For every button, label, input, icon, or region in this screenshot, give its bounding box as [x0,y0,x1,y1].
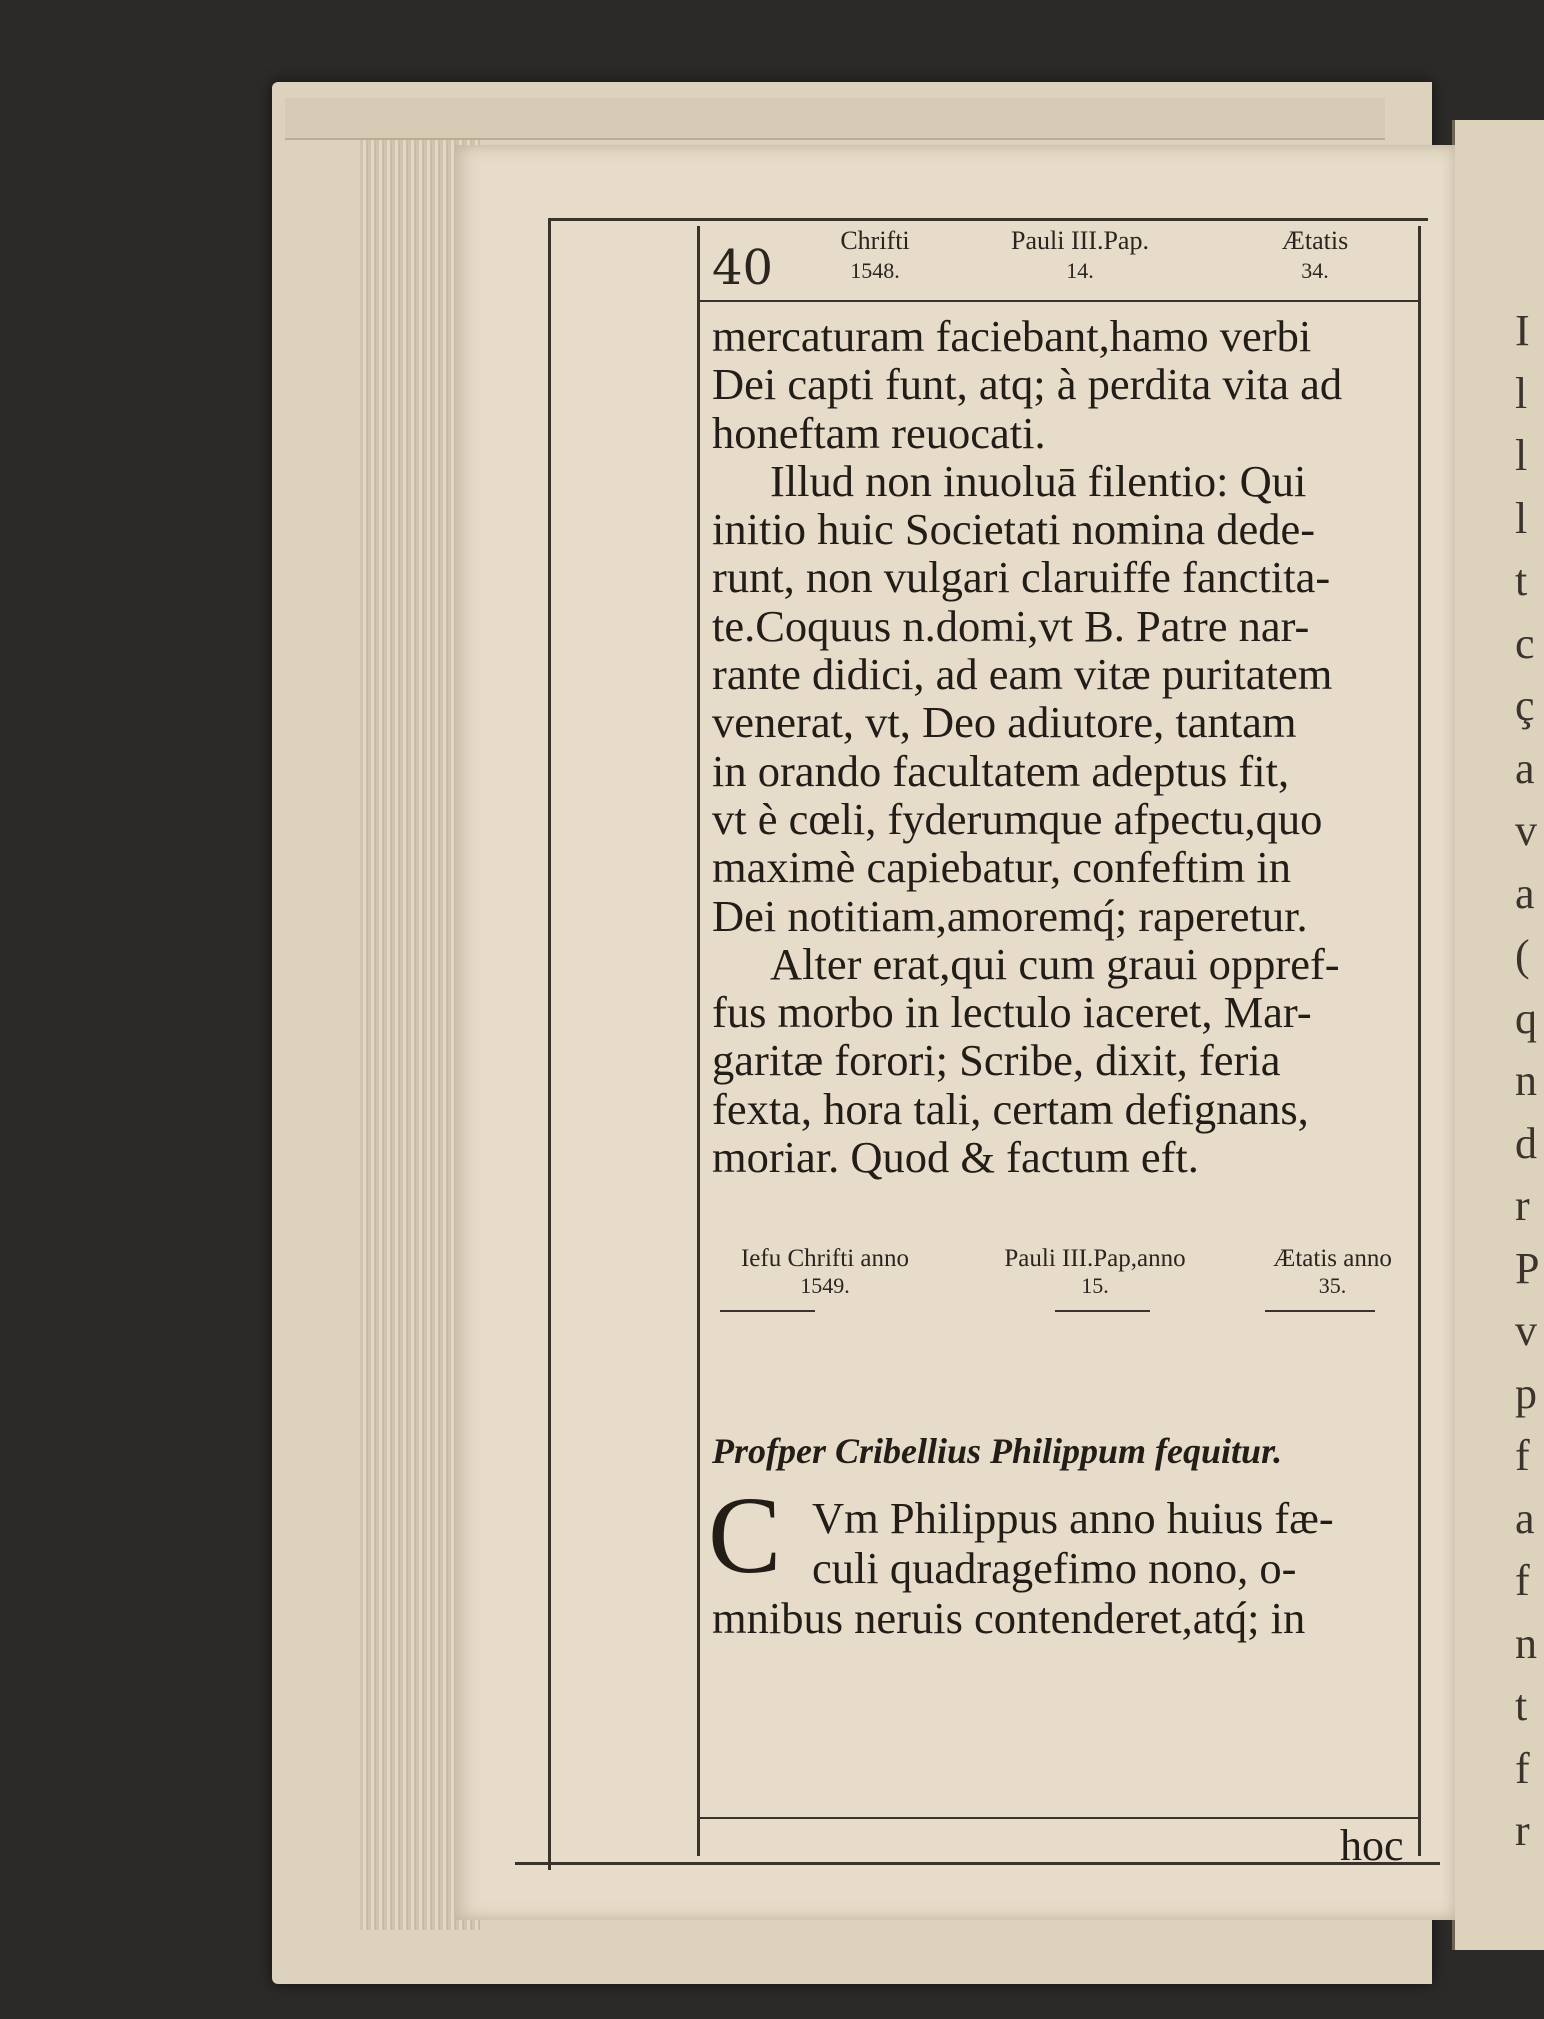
text-line: initio huic Societati nomina dede- [712,504,1316,555]
drop-capital: C [708,1474,782,1596]
header-col-aetatis [1245,226,1385,284]
text-block-left-rule [697,226,700,1856]
facing-page-letter: l [1515,431,1528,480]
text-line: venerat, vt, Deo adiutore, tantam [712,697,1297,748]
body-text [712,312,1418,1181]
text-line: Dei capti funt, atq; à perdita vita ad [712,359,1343,410]
text-line: maximè capiebatur, confeftim in [712,842,1291,893]
facing-page-letter: t [1515,556,1528,605]
facing-page-letter: n [1515,1056,1537,1105]
text-line: te.Coquus n.domi,vt B. Patre nar- [712,600,1310,651]
facing-page-letter: f [1515,1556,1530,1605]
text-line: Vm Philippus anno huius fæ- [812,1493,1334,1543]
subheader-label: Pauli III.Pap,anno [1004,1245,1186,1272]
text-line: Dei notitiam,amoremq́; raperetur. [712,890,1308,941]
facing-page-letter: ( [1515,931,1530,980]
header-col-label: Ætatis [1281,226,1349,255]
facing-page-letter: n [1515,1618,1537,1668]
text-line: moriar. Quod & factum eft. [712,1132,1199,1183]
facing-page-letter: I [1515,306,1530,355]
text-line: culi quadragefimo nono, o- [812,1543,1297,1593]
header-col-value: 1548. [850,258,900,283]
facing-page-letter: p [1515,1368,1537,1418]
header-col-label: Chrifti [840,226,910,255]
subheader-col-iesu [705,1245,945,1299]
facing-page-letter: P [1515,1243,1540,1293]
section-title: Profper Cribellius Philippum fequitur. [712,1431,1283,1471]
facing-page-letter: f [1515,1431,1530,1480]
bottom-rule [515,1862,1440,1865]
subheader-tick [720,1310,815,1312]
text-line: in orando facultatem adeptus fit, [712,745,1290,796]
facing-page-letter: a [1515,868,1535,918]
facing-page-letters [1515,300,1544,1863]
facing-page-letter: l [1515,368,1528,418]
catchword: hoc [1340,1821,1404,1870]
text-line: fus morbo in lectulo iaceret, Mar- [712,987,1312,1038]
facing-page-letter: v [1515,1306,1537,1355]
facing-page-letter: l [1515,493,1528,543]
text-line: mnibus neruis contenderet,atq́; in [712,1593,1306,1643]
header-col-christi [805,226,945,284]
text-line: runt, non vulgari claruiffe fanctita- [712,552,1331,603]
facing-page-letter: t [1515,1681,1528,1730]
subheader-tick [1055,1310,1150,1312]
top-rule [548,218,1428,221]
left-border [548,218,551,1870]
facing-page-letter: a [1515,743,1535,793]
subheader-value: 1549. [800,1273,850,1298]
facing-page-letter: d [1515,1118,1537,1168]
subheader-value: 15. [1081,1273,1109,1298]
page-number: 40 [712,240,774,296]
facing-page-letter: v [1515,806,1537,855]
text-line: Alter erat,qui cum graui oppref- [770,938,1340,989]
header-rule [697,300,1419,302]
facing-page-letter: r [1515,1181,1530,1230]
header-col-value: 34. [1301,258,1329,283]
subheader-label: Iefu Chrifti anno [740,1245,909,1272]
header-col-pauli [985,226,1175,284]
subheader-col-aetatis [1245,1245,1420,1299]
facing-page-letter: c [1515,618,1535,668]
subheader-tick [1265,1310,1375,1312]
text-line: Illud non inuoluā filentio: Qui [770,455,1307,506]
facing-page-letter: f [1515,1743,1530,1793]
subheader-label: Ætatis anno [1273,1245,1392,1272]
header-col-label: Pauli III.Pap. [1011,226,1149,255]
facing-page-letter: r [1515,1806,1530,1855]
text-line: garitæ forori; Scribe, dixit, feria [712,1035,1281,1086]
facing-page-letter: q [1515,993,1537,1043]
facing-page-letter: a [1515,1493,1535,1543]
header-col-value: 14. [1066,258,1094,283]
text-line: fexta, hora tali, certam defignans, [712,1083,1309,1134]
text-line: mercaturam faciebant,hamo verbi [712,311,1312,361]
cover-flap [285,98,1385,140]
subheader-col-pauli [965,1245,1225,1299]
text-line: rante didici, ad eam vitæ puritatem [712,649,1333,700]
text-line: honeftam reuocati. [712,407,1046,458]
text-block-right-rule [1418,226,1421,1856]
text-line: vt è cœli, fyderumque afpectu,quo [712,793,1323,844]
facing-page-letter: ç [1515,681,1535,730]
final-text [712,1493,1418,1643]
text-bottom-rule [697,1817,1419,1819]
subheader-value: 35. [1318,1273,1347,1298]
